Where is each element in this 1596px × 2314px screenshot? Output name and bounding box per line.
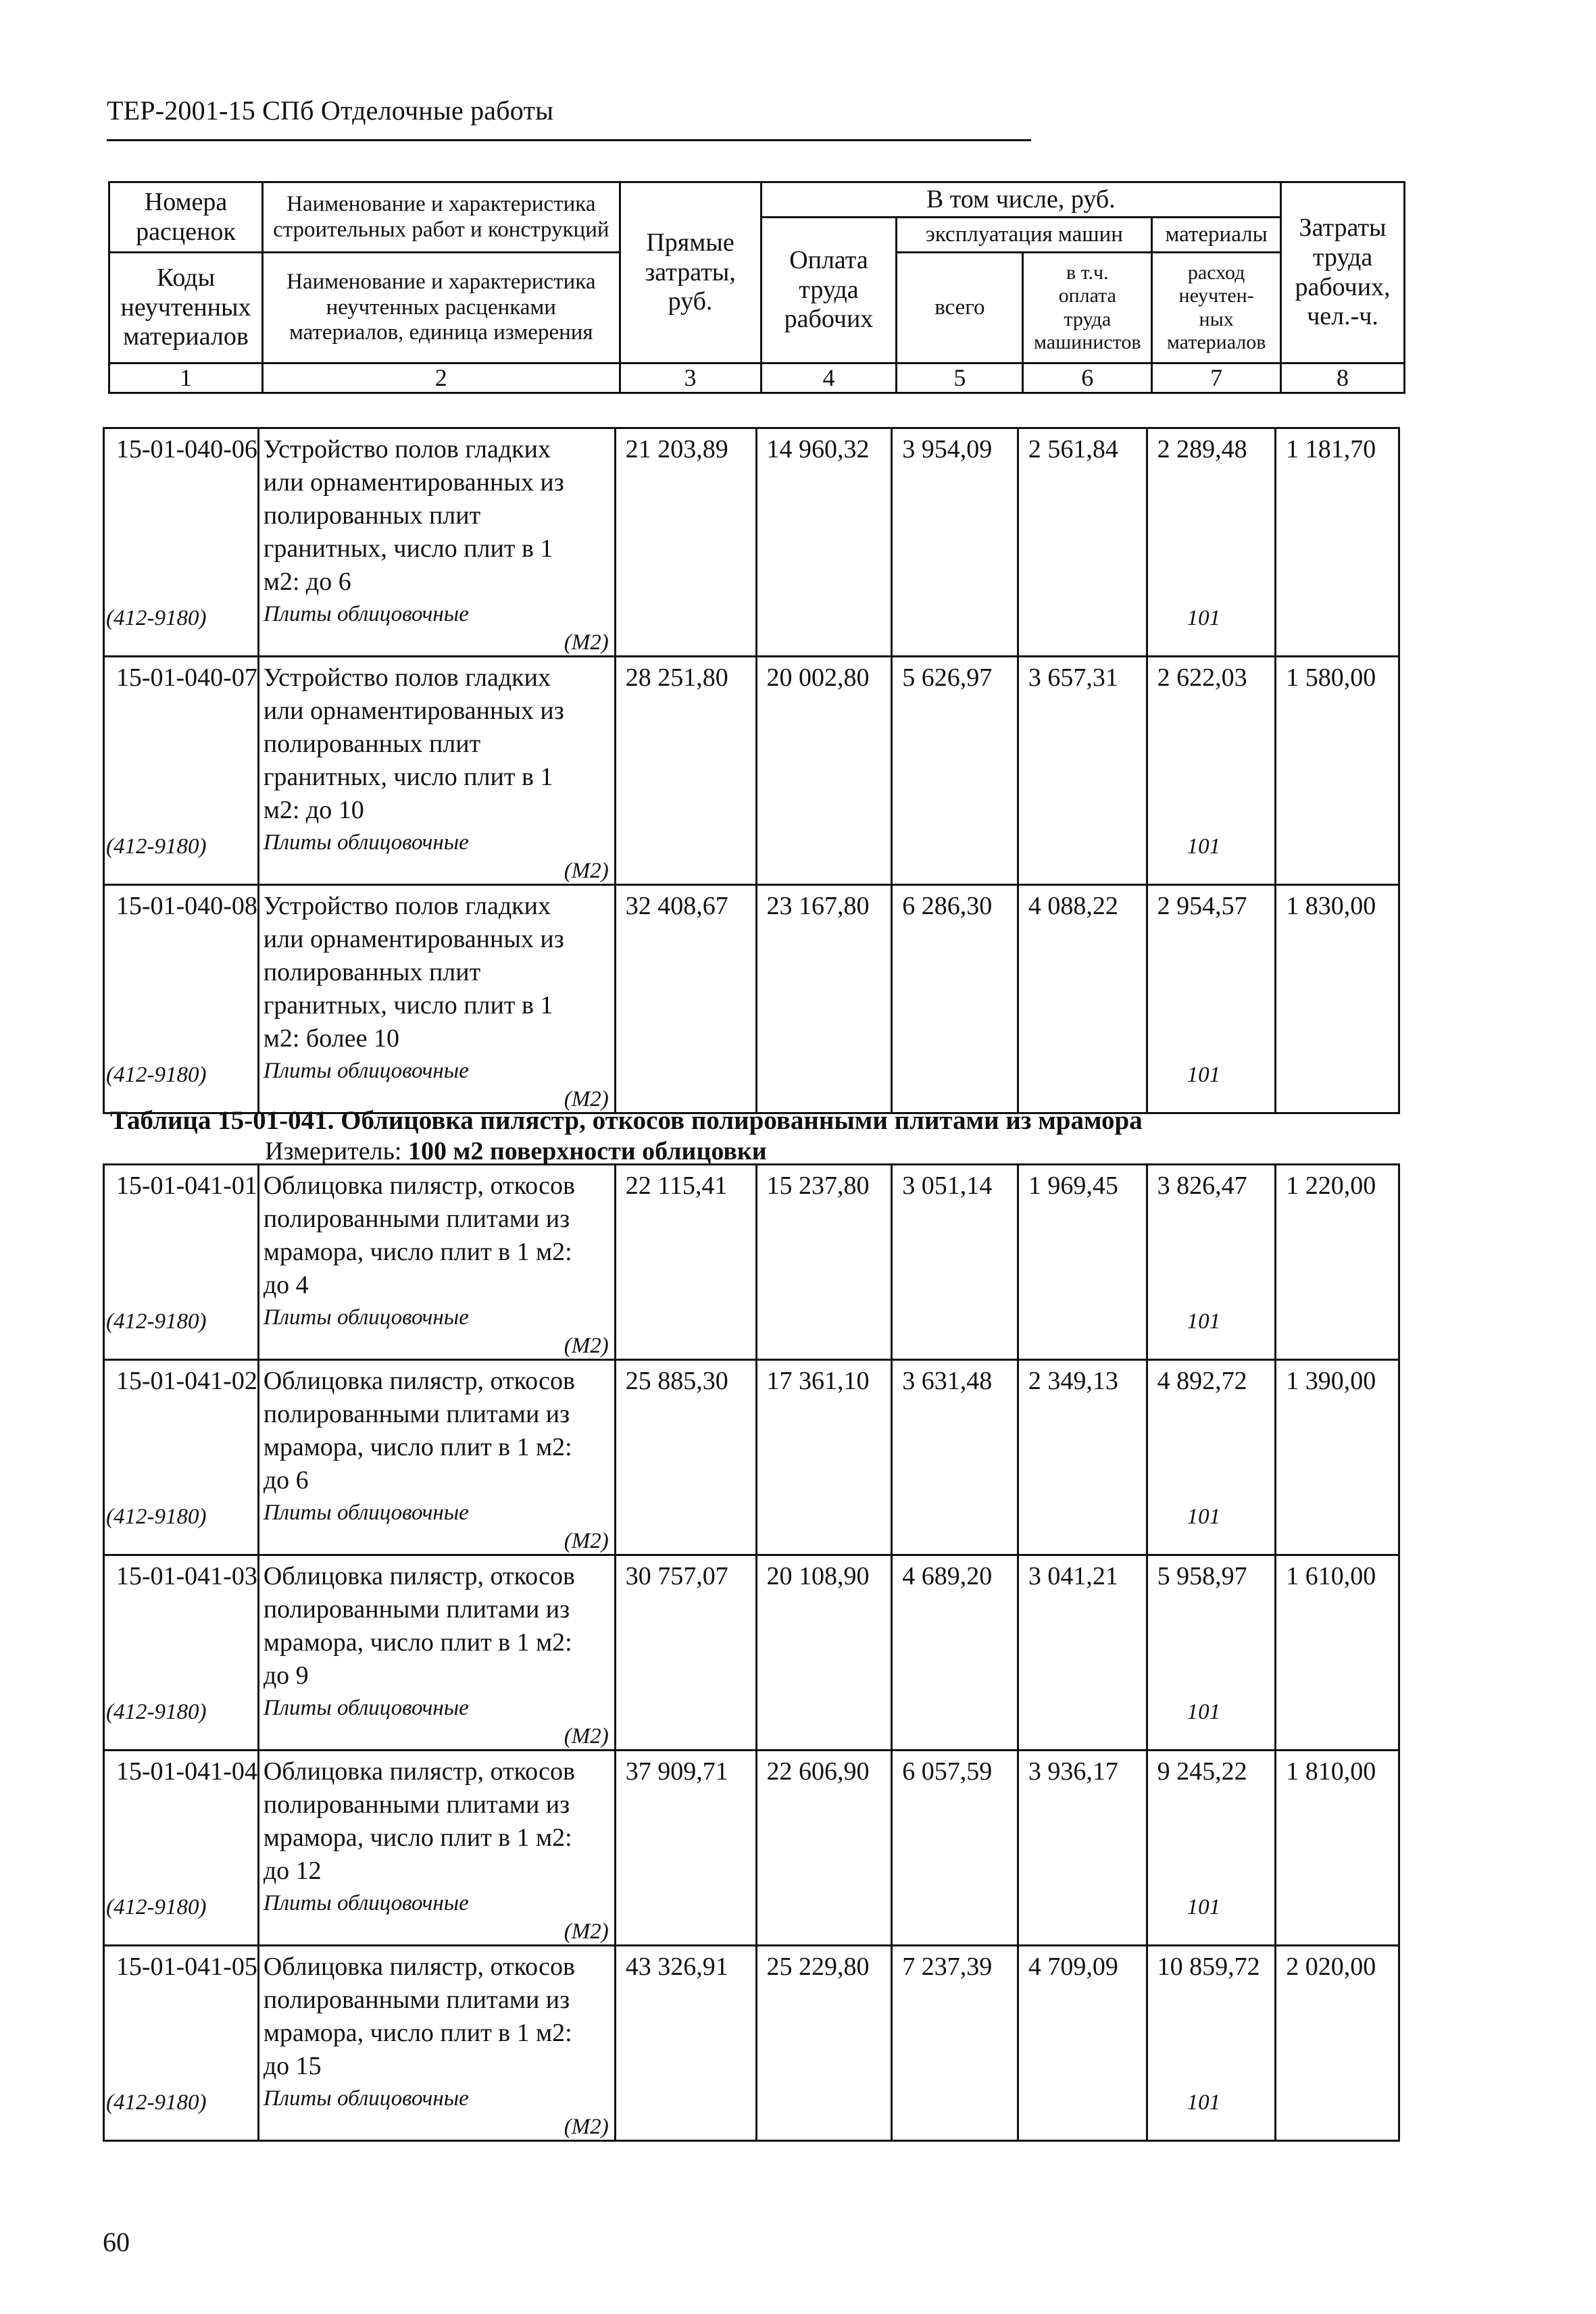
work-name-line: до 4 bbox=[263, 1271, 309, 1299]
material-name: Плиты облицовочные bbox=[263, 830, 469, 855]
measure-value: 100 м2 поверхности облицовки bbox=[408, 1137, 767, 1165]
materials-cost: 10 859,72 bbox=[1157, 1953, 1260, 1981]
materials-cost: 2 622,03 bbox=[1157, 663, 1247, 692]
rate-code-cell bbox=[104, 1946, 259, 2141]
col4-header: Оплата труда рабочих bbox=[761, 218, 897, 363]
rate-code-cell bbox=[104, 1751, 259, 1946]
work-name-line: до 12 bbox=[263, 1857, 322, 1885]
work-name-line: полированными плитами из bbox=[263, 1986, 570, 2014]
work-name-line: полированных плит bbox=[263, 958, 481, 986]
machines-total: 3 954,09 bbox=[892, 428, 1018, 657]
labor-hours: 1 830,00 bbox=[1276, 885, 1399, 1113]
work-name-cell bbox=[258, 1360, 615, 1555]
table-row bbox=[104, 885, 1399, 1113]
col2-bottom-header: Наименование и характеристика неучтенных расценками материалов, единица измерения bbox=[263, 253, 620, 363]
group-header: В том числе, руб. bbox=[761, 182, 1281, 218]
rate-code: 15-01-040-06 bbox=[116, 435, 257, 463]
material-unit: (М2) bbox=[564, 1919, 609, 1944]
work-name-line: гранитных, число плит в 1 bbox=[263, 991, 553, 1020]
machines-total: 3 631,48 bbox=[892, 1360, 1018, 1555]
material-name: Плиты облицовочные bbox=[263, 1059, 469, 1083]
material-unit: (М2) bbox=[564, 859, 609, 883]
rate-code-cell bbox=[104, 657, 259, 885]
col2-top-header: Наименование и характеристика строительных работ и конструкций bbox=[263, 182, 620, 253]
machinist-wages: 2 349,13 bbox=[1018, 1360, 1147, 1555]
rate-code: 15-01-040-07 bbox=[116, 663, 257, 692]
rate-code-cell bbox=[104, 885, 259, 1113]
header-rule bbox=[107, 139, 1031, 141]
direct-costs: 22 115,41 bbox=[615, 1165, 756, 1360]
col-number: 7 bbox=[1152, 363, 1281, 393]
col-number: 2 bbox=[263, 363, 620, 393]
col5-header: всего bbox=[897, 253, 1023, 363]
work-name-line: гранитных, число плит в 1 bbox=[263, 763, 553, 791]
material-code: (412-9180) bbox=[106, 1700, 207, 1724]
col-number: 5 bbox=[897, 363, 1023, 393]
col3-header: Прямые затраты, руб. bbox=[620, 182, 761, 363]
rate-code: 15-01-040-08 bbox=[116, 892, 257, 920]
work-name-line: до 6 bbox=[263, 1466, 309, 1494]
labor-wages: 15 237,80 bbox=[756, 1165, 892, 1360]
material-name: Плиты облицовочные bbox=[263, 1891, 469, 1915]
rate-code: 15-01-041-05 bbox=[116, 1953, 257, 1981]
machines-total: 4 689,20 bbox=[892, 1555, 1018, 1751]
material-quantity: 101 bbox=[1187, 1309, 1221, 1334]
materials-cost: 2 289,48 bbox=[1157, 435, 1247, 463]
material-quantity: 101 bbox=[1187, 1063, 1221, 1087]
running-head: ТЕР-2001-15 СПб Отделочные работы bbox=[107, 95, 554, 126]
material-name: Плиты облицовочные bbox=[263, 2086, 469, 2111]
measure-label: Измеритель: bbox=[265, 1137, 408, 1165]
materials-cost-cell bbox=[1147, 428, 1276, 657]
machinist-wages: 3 936,17 bbox=[1018, 1751, 1147, 1946]
material-name: Плиты облицовочные bbox=[263, 602, 469, 626]
material-code: (412-9180) bbox=[106, 2090, 207, 2115]
materials-cost-cell bbox=[1147, 1946, 1276, 2141]
work-name-line: полированными плитами из bbox=[263, 1205, 570, 1233]
labor-hours: 1 181,70 bbox=[1276, 428, 1399, 657]
machines-total: 5 626,97 bbox=[892, 657, 1018, 885]
labor-wages: 17 361,10 bbox=[756, 1360, 892, 1555]
material-code: (412-9180) bbox=[106, 1505, 207, 1529]
material-quantity: 101 bbox=[1187, 1700, 1221, 1724]
direct-costs: 30 757,07 bbox=[615, 1555, 756, 1751]
labor-hours: 1 810,00 bbox=[1276, 1751, 1399, 1946]
work-name-cell bbox=[258, 885, 615, 1113]
work-name-cell bbox=[258, 428, 615, 657]
machinist-wages: 3 657,31 bbox=[1018, 657, 1147, 885]
direct-costs: 32 408,67 bbox=[615, 885, 756, 1113]
machinist-wages: 1 969,45 bbox=[1018, 1165, 1147, 1360]
work-name-line: Облицовка пилястр, откосов bbox=[263, 1367, 575, 1395]
work-name-cell bbox=[258, 657, 615, 885]
material-unit: (М2) bbox=[564, 1724, 609, 1749]
work-name-cell bbox=[258, 1946, 615, 2141]
direct-costs: 21 203,89 bbox=[615, 428, 756, 657]
work-name-line: м2: более 10 bbox=[263, 1024, 399, 1053]
work-name-line: Облицовка пилястр, откосов bbox=[263, 1562, 575, 1590]
col-number: 3 bbox=[620, 363, 761, 393]
column-header-table bbox=[108, 181, 1405, 394]
work-name-line: или орнаментированных из bbox=[263, 697, 564, 725]
labor-hours: 1 580,00 bbox=[1276, 657, 1399, 885]
material-name: Плиты облицовочные bbox=[263, 1305, 469, 1330]
rates-table-041 bbox=[103, 1163, 1400, 2142]
materials-cost: 3 826,47 bbox=[1157, 1172, 1247, 1200]
material-name: Плиты облицовочные bbox=[263, 1501, 469, 1525]
material-unit: (М2) bbox=[564, 2115, 609, 2139]
work-name-line: мрамора, число плит в 1 м2: bbox=[263, 1238, 572, 1266]
work-name-line: полированными плитами из bbox=[263, 1400, 570, 1428]
col-number: 8 bbox=[1281, 363, 1405, 393]
material-unit: (М2) bbox=[564, 1087, 609, 1111]
materials-cost: 9 245,22 bbox=[1157, 1757, 1247, 1786]
direct-costs: 37 909,71 bbox=[615, 1751, 756, 1946]
work-name-line: Устройство полов гладких bbox=[263, 892, 551, 920]
work-name-line: мрамора, число плит в 1 м2: bbox=[263, 1433, 572, 1461]
material-code: (412-9180) bbox=[106, 1309, 207, 1334]
work-name-line: Облицовка пилястр, откосов bbox=[263, 1953, 575, 1981]
machines-total: 6 286,30 bbox=[892, 885, 1018, 1113]
rate-code-cell bbox=[104, 428, 259, 657]
labor-wages: 23 167,80 bbox=[756, 885, 892, 1113]
materials-cost-cell bbox=[1147, 1165, 1276, 1360]
material-quantity: 101 bbox=[1187, 2090, 1221, 2115]
material-code: (412-9180) bbox=[106, 606, 207, 630]
col-number: 6 bbox=[1023, 363, 1152, 393]
work-name-line: полированных плит bbox=[263, 730, 481, 758]
col-number: 4 bbox=[761, 363, 897, 393]
machines-total: 3 051,14 bbox=[892, 1165, 1018, 1360]
labor-wages: 14 960,32 bbox=[756, 428, 892, 657]
materials-header: материалы bbox=[1152, 218, 1281, 253]
work-name-line: полированными плитами из bbox=[263, 1790, 570, 1819]
rate-code-cell bbox=[104, 1165, 259, 1360]
material-unit: (М2) bbox=[564, 1529, 609, 1553]
machinist-wages: 2 561,84 bbox=[1018, 428, 1147, 657]
material-unit: (М2) bbox=[564, 630, 609, 655]
material-quantity: 101 bbox=[1187, 606, 1221, 630]
materials-cost: 2 954,57 bbox=[1157, 892, 1247, 920]
work-name-line: до 15 bbox=[263, 2052, 322, 2080]
work-name-line: полированных плит bbox=[263, 501, 481, 530]
material-quantity: 101 bbox=[1187, 834, 1221, 859]
table-row bbox=[104, 1555, 1399, 1751]
machines-total: 6 057,59 bbox=[892, 1751, 1018, 1946]
work-name-line: мрамора, число плит в 1 м2: bbox=[263, 1823, 572, 1852]
work-name-line: м2: до 6 bbox=[263, 568, 351, 596]
machines-header: эксплуатация машин bbox=[897, 218, 1152, 253]
labor-wages: 22 606,90 bbox=[756, 1751, 892, 1946]
table-row bbox=[104, 1946, 1399, 2141]
labor-hours: 1 610,00 bbox=[1276, 1555, 1399, 1751]
col7-header: расход неучтен- ных материалов bbox=[1152, 253, 1281, 363]
rate-code: 15-01-041-04 bbox=[116, 1757, 257, 1786]
table-row bbox=[104, 1360, 1399, 1555]
col-number: 1 bbox=[109, 363, 263, 393]
col8-header: Затраты труда рабочих, чел.-ч. bbox=[1281, 182, 1405, 363]
labor-wages: 20 002,80 bbox=[756, 657, 892, 885]
work-name-line: Облицовка пилястр, откосов bbox=[263, 1172, 575, 1200]
materials-cost: 4 892,72 bbox=[1157, 1367, 1247, 1395]
table-row bbox=[104, 657, 1399, 885]
table-row bbox=[104, 1165, 1399, 1360]
materials-cost-cell bbox=[1147, 1360, 1276, 1555]
labor-hours: 1 390,00 bbox=[1276, 1360, 1399, 1555]
work-name-line: до 9 bbox=[263, 1661, 309, 1690]
materials-cost-cell bbox=[1147, 885, 1276, 1113]
machinist-wages: 4 088,22 bbox=[1018, 885, 1147, 1113]
col1-bottom-header: Коды неучтенных материалов bbox=[109, 253, 263, 363]
rate-code: 15-01-041-02 bbox=[116, 1367, 257, 1395]
rates-table-040 bbox=[103, 427, 1400, 1114]
machinist-wages: 4 709,09 bbox=[1018, 1946, 1147, 2141]
labor-wages: 20 108,90 bbox=[756, 1555, 892, 1751]
direct-costs: 25 885,30 bbox=[615, 1360, 756, 1555]
rate-code: 15-01-041-03 bbox=[116, 1562, 257, 1590]
table-row bbox=[104, 428, 1399, 657]
work-name-line: мрамора, число плит в 1 м2: bbox=[263, 2019, 572, 2047]
work-name-cell bbox=[258, 1751, 615, 1946]
material-unit: (М2) bbox=[564, 1334, 609, 1358]
work-name-line: Устройство полов гладких bbox=[263, 435, 551, 463]
labor-hours: 1 220,00 bbox=[1276, 1165, 1399, 1360]
machines-total: 7 237,39 bbox=[892, 1946, 1018, 2141]
materials-cost-cell bbox=[1147, 657, 1276, 885]
col1-top-header: Номера расценок bbox=[109, 182, 263, 253]
material-name: Плиты облицовочные bbox=[263, 1696, 469, 1720]
table-caption: Таблица 15-01-041. Облицовка пилястр, откосов полированными плитами из мрамора bbox=[110, 1106, 1143, 1135]
material-code: (412-9180) bbox=[106, 1895, 207, 1919]
rate-code-cell bbox=[104, 1555, 259, 1751]
material-code: (412-9180) bbox=[106, 834, 207, 859]
work-name-line: м2: до 10 bbox=[263, 796, 364, 824]
page-number: 60 bbox=[103, 2227, 130, 2257]
material-quantity: 101 bbox=[1187, 1895, 1221, 1919]
table-row bbox=[104, 1751, 1399, 1946]
rate-code: 15-01-041-01 bbox=[116, 1172, 257, 1200]
material-quantity: 101 bbox=[1187, 1505, 1221, 1529]
rate-code-cell bbox=[104, 1360, 259, 1555]
work-name-line: гранитных, число плит в 1 bbox=[263, 534, 553, 563]
work-name-line: полированными плитами из bbox=[263, 1595, 570, 1624]
labor-wages: 25 229,80 bbox=[756, 1946, 892, 2141]
labor-hours: 2 020,00 bbox=[1276, 1946, 1399, 2141]
materials-cost-cell bbox=[1147, 1555, 1276, 1751]
work-name-line: или орнаментированных из bbox=[263, 925, 564, 953]
materials-cost: 5 958,97 bbox=[1157, 1562, 1247, 1590]
work-name-line: Устройство полов гладких bbox=[263, 663, 551, 692]
direct-costs: 28 251,80 bbox=[615, 657, 756, 885]
direct-costs: 43 326,91 bbox=[615, 1946, 756, 2141]
work-name-cell bbox=[258, 1165, 615, 1360]
measure-line bbox=[265, 1136, 767, 1166]
materials-cost-cell bbox=[1147, 1751, 1276, 1946]
work-name-line: Облицовка пилястр, откосов bbox=[263, 1757, 575, 1786]
work-name-line: или орнаментированных из bbox=[263, 468, 564, 497]
machinist-wages: 3 041,21 bbox=[1018, 1555, 1147, 1751]
col6-header: в т.ч. оплата труда машинистов bbox=[1023, 253, 1152, 363]
work-name-cell bbox=[258, 1555, 615, 1751]
work-name-line: мрамора, число плит в 1 м2: bbox=[263, 1628, 572, 1657]
material-code: (412-9180) bbox=[106, 1063, 207, 1087]
